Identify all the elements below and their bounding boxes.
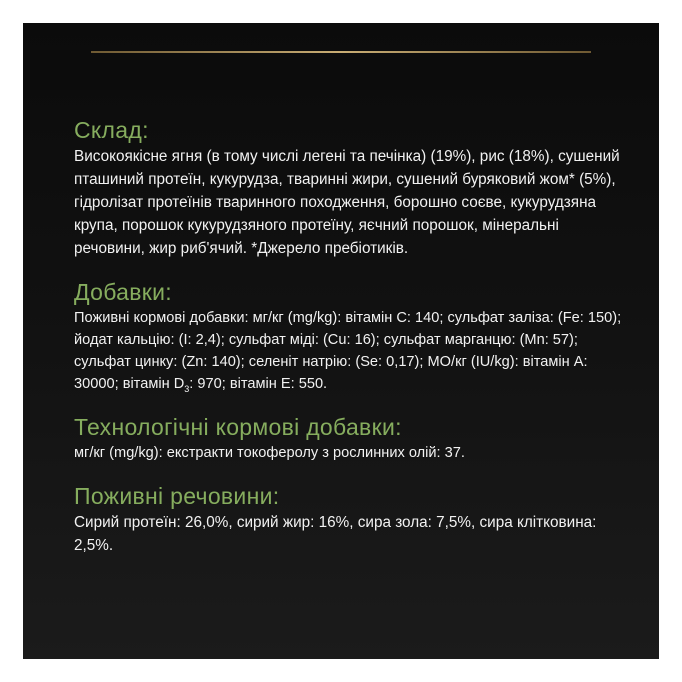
section-heading-technological-additives: Технологічні кормові добавки: [74,414,402,440]
section-heading-additives: Добавки: [74,279,172,305]
section-body-composition: Високоякісне ягня (в тому числі легені та печінка) (19%), рис (18%), сушений пташиний протеїн, кукурудза, тваринні жири, сушений буряковий жом* (5%), гідролізат протеїнів тваринного походження, борошно соєве, кукурудзяна крупа, порошок кукурудзяного протеїну, яєчний порошок, мінеральні речовини, жир риб'ячий. *Джерело пребіотиків. [74,148,620,257]
ingredients-panel [23,23,659,659]
vitamin-d-subscript: 3 [184,383,190,394]
section-composition [74,117,634,260]
section-body-technological-additives: мг/кг (mg/kg): екстракти токоферолу з рослинних олій: 37. [74,445,465,461]
section-body-additives [74,307,634,395]
gold-divider [91,51,591,53]
additives-text-end: : 970; вітамін Е: 550. [189,376,328,392]
content [74,117,634,576]
additives-text: Поживні кормові добавки: мг/кг (mg/kg): вітамін С: 140; сульфат заліза: (Fe: 150); йодат кальцію: (I: 2,4); сульфат міді: (Cu: 16); сульфат марганцю: (Mn: 57); сульфат цинку: (Zn: 140); селеніт натрію: (Se: 0,17); МО/кг (IU/kg): вітамін А: 30000; вітамін D [74,310,622,392]
section-nutrients [74,483,634,557]
section-additives [74,279,634,395]
section-heading-nutrients: Поживні речовини: [74,483,280,509]
section-body-nutrients: Сирий протеїн: 26,0%, сирий жир: 16%, сира зола: 7,5%, сира клітковина: 2,5%. [74,514,597,554]
section-technological-additives [74,414,634,464]
section-heading-composition: Склад: [74,117,149,143]
